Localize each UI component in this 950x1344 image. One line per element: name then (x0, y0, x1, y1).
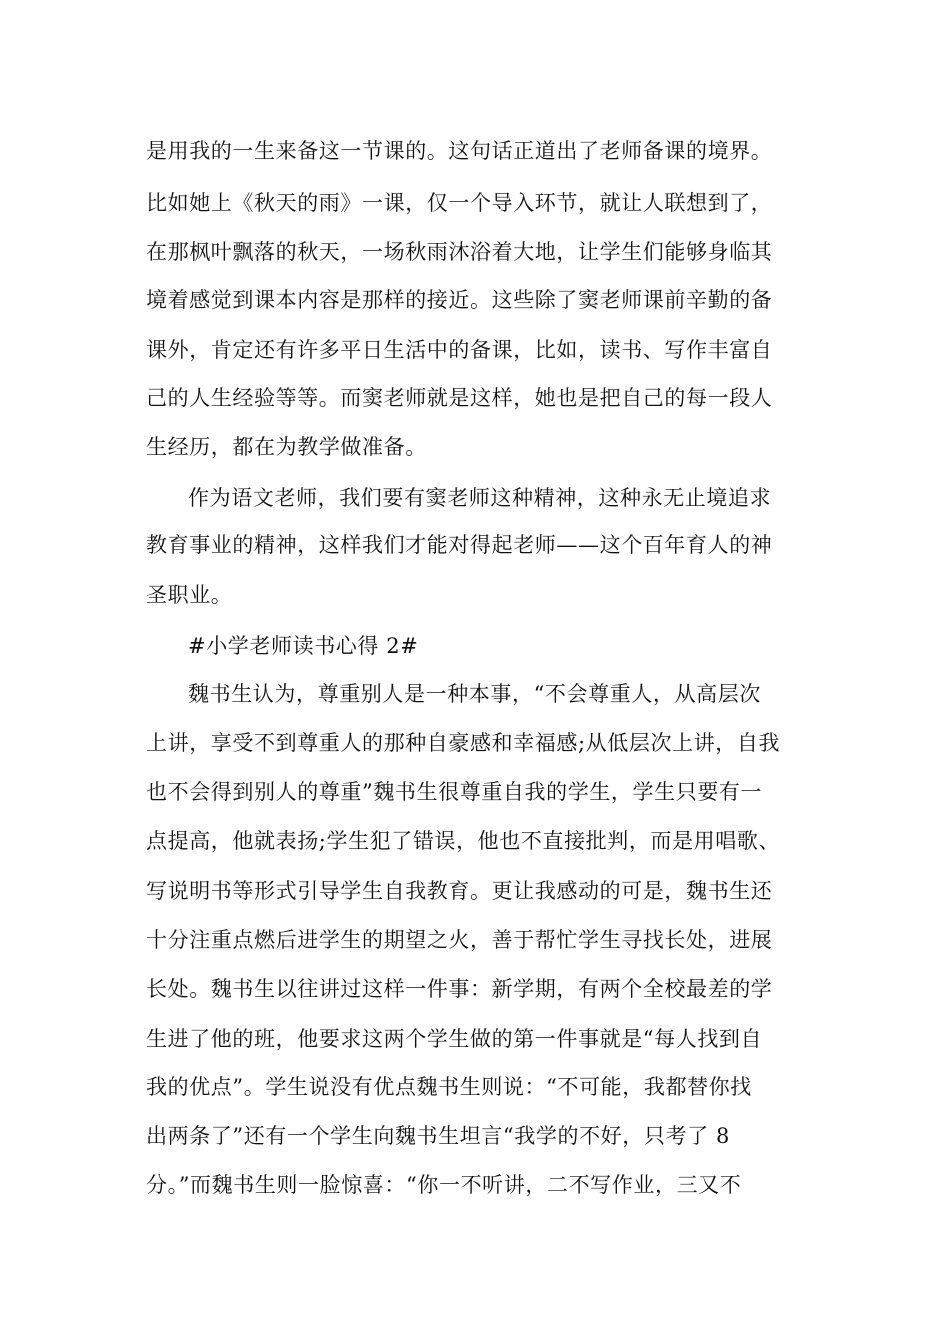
text-line: 己的人生经验等等。而窦老师就是这样，她也是把自己的每一段人 (146, 386, 773, 410)
text-line: 也不会得到别人的尊重”魏书生很尊重自我的学生，学生只要有一 (146, 780, 763, 804)
text-line: 是用我的一生来备这一节课的。这句话正道出了老师备课的境界。 (146, 139, 773, 163)
text-line: 长处。魏书生以往讲过这样一件事：新学期，有两个全校最差的学 (146, 977, 773, 1001)
text-line: 生经历，都在为教学做准备。 (146, 435, 427, 459)
text-line: 圣职业。 (146, 583, 233, 607)
text-line: 生进了他的班，他要求这两个学生做的第一件事就是“每人找到自 (146, 1027, 763, 1051)
text-line: 分。”而魏书生则一脸惊喜：“你一不听讲，二不写作业，三又不 (146, 1173, 742, 1197)
text-line: 出两条了”还有一个学生向魏书生坦言“我学的不好，只考了 8 (146, 1124, 730, 1148)
text-line: 点提高，他就表扬;学生犯了错误，他也不直接批判，而是用唱歌、 (146, 829, 781, 853)
text-line: 作为语文老师，我们要有窦老师这种精神，这种永无止境追求 (188, 486, 772, 510)
text-line: 在那枫叶飘落的秋天，一场秋雨沐浴着大地，让学生们能够身临其 (146, 240, 773, 264)
text-line: 十分注重点燃后进学生的期望之火，善于帮忙学生寻找长处，进展 (146, 928, 773, 952)
section-heading: #小学老师读书心得 2# (188, 634, 419, 658)
text-line: 写说明书等形式引导学生自我教育。更让我感动的可是，魏书生还 (146, 879, 773, 903)
text-line: 教育事业的精神，这样我们才能对得起老师——这个百年育人的神 (146, 533, 773, 557)
text-line: 我的优点”。学生说没有优点魏书生则说：“不可能，我都替你找 (146, 1075, 752, 1099)
text-line: 比如她上《秋天的雨》一课，仅一个导入环节，就让人联想到了， (146, 191, 773, 215)
text-line: 课外，肯定还有许多平日生活中的备课，比如，读书、写作丰富自 (146, 338, 773, 362)
text-line: 魏书生认为，尊重别人是一种本事，“不会尊重人，从高层次 (188, 682, 761, 706)
text-line: 上讲，享受不到尊重人的那种自豪感和幸福感;从低层次上讲，自我 (146, 731, 781, 755)
text-line: 境着感觉到课本内容是那样的接近。这些除了窦老师课前辛勤的备 (146, 288, 773, 312)
